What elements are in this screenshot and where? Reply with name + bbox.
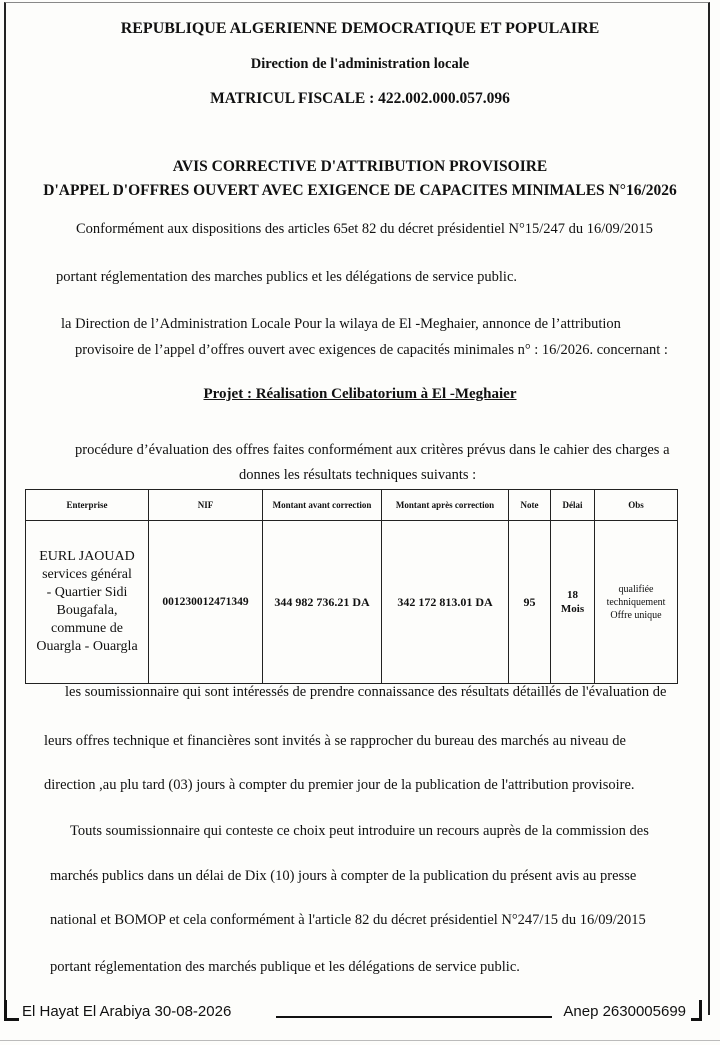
- footer-corner-right: [691, 1000, 702, 1021]
- cell-montant-apres: 342 172 813.01 DA: [382, 521, 509, 684]
- paragraph-procedure-1: procédure d’évaluation des offres faites conformément aux critères prévus dans le cahier des charges a: [75, 442, 670, 458]
- paragraph-recourse-4: portant réglementation des marchés publique et les délégations de service public.: [50, 959, 520, 975]
- enterprise-line: commune de: [51, 621, 123, 636]
- project-title-text: Projet : Réalisation Celibatorium à El -Meghaier: [203, 386, 517, 402]
- header-montant-avant: Montant avant correction: [263, 490, 382, 521]
- bottom-divider: [0, 1040, 720, 1041]
- paragraph-direction-2: provisoire de l’appel d’offres ouvert avec exigences de capacités minimales n° : 16/2026. concernant :: [75, 342, 668, 358]
- footer-corner-left: [4, 1000, 19, 1021]
- delai-unit: Mois: [560, 603, 585, 615]
- paragraph-recourse-1: Touts soumissionnaire qui conteste ce choix peut introduire un recours auprès de la commission des: [70, 823, 649, 839]
- cell-delai: [551, 521, 595, 684]
- notice-title-line1: AVIS CORRECTIVE D'ATTRIBUTION PROVISOIRE: [172, 158, 548, 175]
- header-montant-apres: Montant après correction: [382, 490, 509, 521]
- delai-number: 18: [567, 589, 578, 601]
- cell-enterprise: [26, 521, 149, 684]
- notice-title-line2: D'APPEL D'OFFRES OUVERT AVEC EXIGENCE DE CAPACITES MINIMALES N°16/2026: [43, 182, 677, 199]
- paragraph-recourse-2: marchés publics dans un délai de Dix (10) jours à compter de la publication du présent avis au presse: [50, 868, 637, 884]
- direction-heading: Direction de l'administration locale: [250, 56, 470, 72]
- cell-montant-avant: 344 982 736.21 DA: [263, 521, 382, 684]
- header-obs: Obs: [595, 490, 678, 521]
- project-title: [0, 386, 720, 403]
- obs-line: Offre unique: [610, 609, 662, 621]
- obs-line: techniquement: [606, 596, 666, 608]
- enterprise-line: Bougafala,: [56, 603, 118, 618]
- paragraph-consult-3: direction ,au plu tard (03) jours à compter du premier jour de la publication de l'attribution provisoire.: [44, 777, 635, 793]
- anep-ref: Anep 2630005699: [563, 1003, 686, 1020]
- paragraph-consult-2: leurs offres technique et financières sont invités à se rapprocher du bureau des marchés au niveau de: [44, 733, 626, 749]
- header-enterprise: Enterprise: [26, 490, 149, 521]
- paragraph-legal-ref-2: portant réglementation des marches publics et les délégations de service public.: [56, 269, 518, 285]
- paragraph-legal-ref-1: Conformément aux dispositions des articles 65et 82 du décret présidentiel N°15/247 du 16/09/2015: [76, 221, 653, 237]
- cell-note: 95: [509, 521, 551, 684]
- enterprise-line: EURL JAOUAD: [39, 549, 135, 564]
- obs-line: qualifiée: [618, 583, 654, 595]
- cell-obs: [595, 521, 678, 684]
- paragraph-procedure-2: donnes les résultats techniques suivants :: [239, 467, 477, 483]
- enterprise-line: - Quartier Sidi: [46, 585, 128, 600]
- enterprise-line: services général: [42, 567, 132, 582]
- header-delai: Délai: [551, 490, 595, 521]
- matricule-heading: MATRICUL FISCALE : 422.002.000.057.096: [210, 90, 510, 107]
- results-table: [25, 489, 678, 684]
- header-nif: NIF: [149, 490, 263, 521]
- footer-bar: [8, 1000, 698, 1024]
- cell-nif: 001230012471349: [149, 521, 263, 684]
- table-header-row: [26, 490, 678, 521]
- republic-heading: REPUBLIQUE ALGERIENNE DEMOCRATIQUE ET POPULAIRE: [120, 20, 600, 37]
- header-note: Note: [509, 490, 551, 521]
- enterprise-line: Ouargla - Ouargla: [36, 639, 138, 654]
- footer-rule: [276, 1016, 552, 1018]
- paragraph-consult-1: les soumissionnaire qui sont intéressés de prendre connaissance des résultats détaillés de l'évaluation de: [65, 684, 667, 700]
- table-row: [26, 521, 678, 684]
- newspaper-ref: El Hayat El Arabiya 30-08-2026: [22, 1003, 232, 1020]
- paragraph-recourse-3: national et BOMOP et cela conformément à l'article 82 du décret présidentiel N°247/15 du 16/09/2015: [50, 912, 646, 928]
- paragraph-direction-1: la Direction de l’Administration Locale Pour la wilaya de El -Meghaier, annonce de l’attribution: [61, 316, 621, 332]
